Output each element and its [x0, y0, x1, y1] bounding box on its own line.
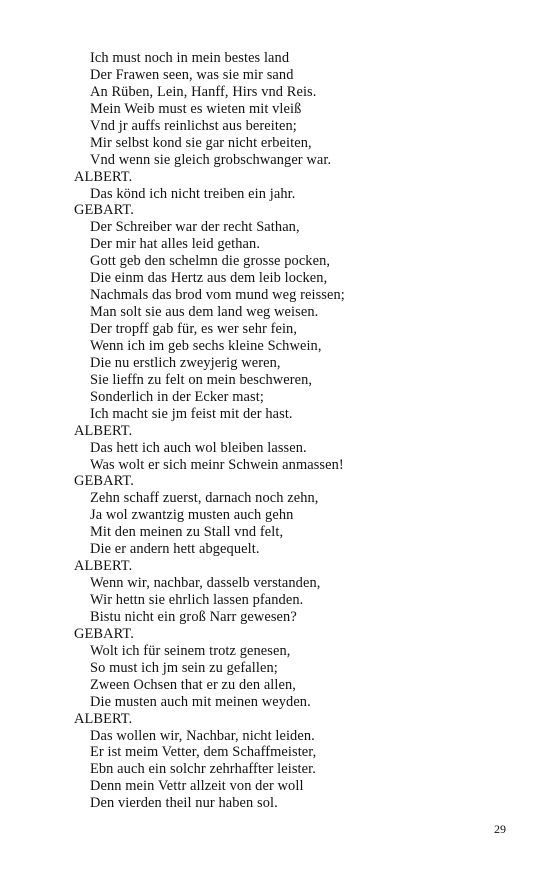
- verse-line: Ebn auch ein solchr zehrhaffter leister.: [90, 761, 316, 778]
- verse-line: Ich macht sie jm feist mit der hast.: [90, 405, 293, 422]
- verse-line: Die musten auch mit meinen weyden.: [90, 693, 311, 710]
- verse-line: Wir hettn sie ehrlich lassen pfanden.: [90, 592, 304, 608]
- verse-line: Der Schreiber war der recht Sathan,: [90, 219, 300, 236]
- verse-line: Wenn ich im geb sechs kleine Schwein,: [90, 337, 322, 354]
- verse-line: Vnd wenn sie gleich grobschwanger war.: [90, 151, 332, 168]
- verse-line: Denn mein Vettr allzeit von der woll: [90, 778, 304, 795]
- verse-line: Er ist meim Vetter, dem Schaffmeister,: [90, 744, 317, 761]
- verse-line: Zehn schaff zuerst, darnach noch zehn,: [90, 490, 319, 507]
- verse-line: Ich must noch in mein bestes land: [90, 50, 290, 66]
- speaker-name: ALBERT.: [74, 710, 133, 727]
- page-number: 29: [494, 822, 506, 836]
- verse-line: Die einm das Hertz aus dem leib locken,: [90, 270, 328, 287]
- verse-line: Vnd jr auffs reinlichst aus bereiten;: [90, 117, 297, 134]
- verse-line: Man solt sie aus dem land weg weisen.: [90, 304, 319, 321]
- verse-line: Nachmals das brod vom mund weg reissen;: [90, 287, 345, 304]
- verse-line: Mit den meinen zu Stall vnd felt,: [90, 524, 284, 541]
- verse-line: Wenn wir, nachbar, dasselb verstanden,: [90, 575, 321, 592]
- verse-line: Sonderlich in der Ecker mast;: [90, 388, 264, 405]
- verse-line: Zween Ochsen that er zu den allen,: [90, 676, 296, 693]
- verse-line: Ja wol zwantzig musten auch gehn: [90, 507, 294, 524]
- verse-text-block: [74, 50, 514, 812]
- verse-line: So must ich jm sein zu gefallen;: [90, 659, 278, 676]
- verse-line: Mein Weib must es wieten mit vleiß: [90, 100, 302, 117]
- verse-line: Der mir hat alles leid gethan.: [90, 236, 261, 253]
- speaker-name: GEBART.: [74, 202, 134, 219]
- verse-line: Der tropff gab für, es wer sehr fein,: [90, 321, 298, 337]
- verse-line: Gott geb den schelmn die grosse pocken,: [90, 253, 331, 270]
- speaker-name: GEBART.: [74, 473, 134, 490]
- verse-line: Was wolt er sich meinr Schwein anmassen!: [90, 456, 344, 473]
- verse-line: Das könd ich nicht treiben ein jahr.: [90, 185, 296, 202]
- speaker-name: ALBERT.: [74, 558, 133, 575]
- verse-line: Mir selbst kond sie gar nicht erbeiten,: [90, 134, 312, 151]
- verse-line: Das hett ich auch wol bleiben lassen.: [90, 439, 307, 456]
- verse-line: Die er andern hett abgequelt.: [90, 541, 260, 558]
- speaker-name: ALBERT.: [74, 168, 133, 185]
- verse-line: Sie lieffn zu felt on mein beschweren,: [90, 371, 313, 388]
- verse-line: Die nu erstlich zweyjerig weren,: [90, 354, 281, 371]
- verse-line: Wolt ich für seinem trotz genesen,: [90, 642, 291, 659]
- speaker-name: GEBART.: [74, 625, 134, 642]
- verse-line: Bistu nicht ein groß Narr gewesen?: [90, 608, 297, 625]
- verse-line: Den vierden theil nur haben sol.: [90, 795, 278, 812]
- speaker-name: ALBERT.: [74, 422, 133, 439]
- verse-line: An Rüben, Lein, Hanff, Hirs vnd Reis.: [90, 83, 317, 100]
- verse-line: Der Frawen seen, was sie mir sand: [90, 66, 294, 83]
- verse-line: Das wollen wir, Nachbar, nicht leiden.: [90, 727, 315, 744]
